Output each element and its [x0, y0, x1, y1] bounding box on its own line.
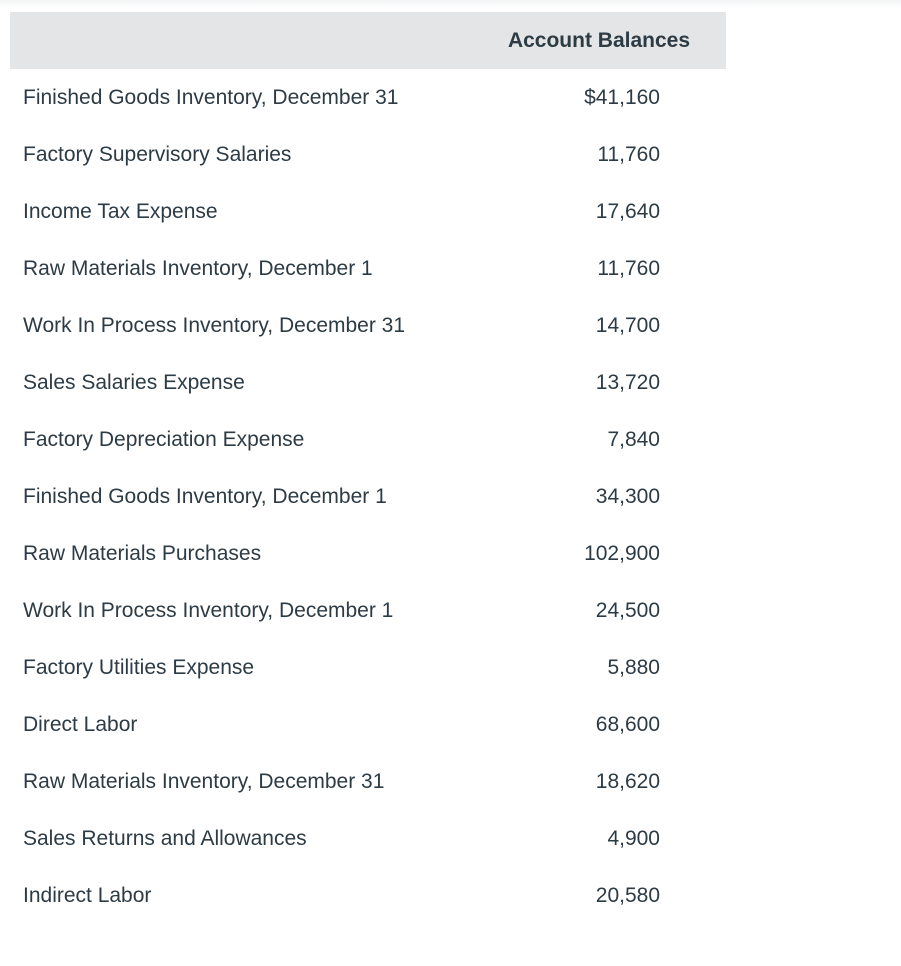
account-balance: $41,160 — [584, 85, 660, 109]
account-name: Sales Salaries Expense — [23, 370, 245, 394]
table-row — [10, 354, 726, 411]
table-row — [10, 183, 726, 240]
table-row — [10, 69, 726, 126]
table-row — [10, 867, 726, 924]
account-name: Raw Materials Inventory, December 1 — [23, 256, 373, 280]
account-name: Work In Process Inventory, December 1 — [23, 598, 394, 622]
table-row — [10, 411, 726, 468]
table-row — [10, 582, 726, 639]
table-row — [10, 753, 726, 810]
account-balance: 13,720 — [595, 370, 660, 394]
account-name: Factory Utilities Expense — [23, 655, 255, 679]
account-name: Sales Returns and Allowances — [23, 826, 307, 850]
account-balance: 11,760 — [597, 142, 660, 166]
account-name-column-header — [10, 12, 475, 69]
account-balance: 7,840 — [607, 427, 660, 451]
table-header — [10, 12, 726, 69]
account-name: Finished Goods Inventory, December 31 — [23, 85, 399, 109]
account-name: Direct Labor — [23, 712, 138, 736]
table-row — [10, 297, 726, 354]
table-row — [10, 126, 726, 183]
account-balance: 20,580 — [595, 883, 660, 907]
account-name: Raw Materials Purchases — [23, 541, 262, 565]
account-name: Factory Depreciation Expense — [23, 427, 305, 451]
table-header-row — [10, 12, 726, 69]
table-row — [10, 639, 726, 696]
account-balance: 24,500 — [595, 598, 660, 622]
account-balance: 17,640 — [595, 199, 660, 223]
account-balance: 102,900 — [584, 541, 660, 565]
account-balances-table — [10, 12, 726, 924]
account-name: Income Tax Expense — [23, 199, 218, 223]
table-row — [10, 696, 726, 753]
account-name: Indirect Labor — [23, 883, 152, 907]
table-row — [10, 240, 726, 297]
account-balance: 11,760 — [597, 256, 660, 280]
table-row — [10, 468, 726, 525]
account-balance: 4,900 — [607, 826, 660, 850]
account-balance: 18,620 — [595, 769, 660, 793]
account-name: Factory Supervisory Salaries — [23, 142, 292, 166]
account-name: Raw Materials Inventory, December 31 — [23, 769, 385, 793]
account-balances-column-header: Account Balances — [475, 12, 726, 69]
account-balance: 14,700 — [595, 313, 660, 337]
table-body — [10, 69, 726, 924]
account-name: Finished Goods Inventory, December 1 — [23, 484, 387, 508]
table-row — [10, 810, 726, 867]
account-balance: 68,600 — [595, 712, 660, 736]
account-balance: 5,880 — [607, 655, 660, 679]
account-name: Work In Process Inventory, December 31 — [23, 313, 406, 337]
top-edge-shadow — [0, 0, 901, 8]
account-balance: 34,300 — [595, 484, 660, 508]
table-row — [10, 525, 726, 582]
